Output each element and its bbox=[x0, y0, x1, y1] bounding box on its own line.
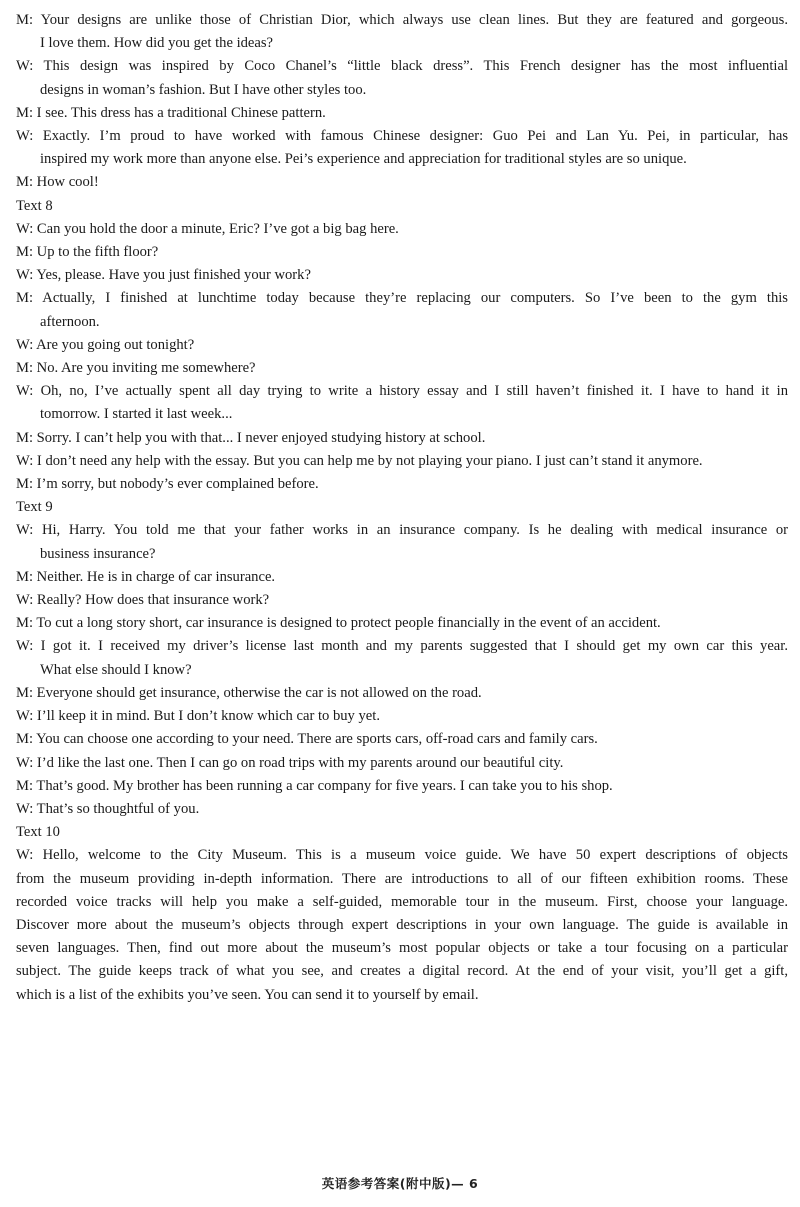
dialogue-line: from the museum providing in-depth information. There are introductions to all of our fifteen exhibition rooms. These bbox=[16, 870, 788, 887]
dialogue-line: Discover more about the museum’s objects through expert descriptions in your own language. The guide is available in bbox=[16, 916, 788, 933]
dialogue-line: M: Your designs are unlike those of Christian Dior, which always use clean lines. But they are featured and gorgeous. bbox=[16, 12, 788, 28]
dialogue-line: W: I don’t need any help with the essay. But you can help me by not playing your piano. I just can’t stand it anymore. bbox=[16, 452, 703, 469]
dialogue-line: W: Hello, welcome to the City Museum. This is a museum voice guide. We have 50 expert descriptions of objects bbox=[16, 847, 788, 864]
document-body bbox=[16, 9, 788, 1007]
dialogue-line: M: To cut a long story short, car insurance is designed to protect people financially in the event of an accident. bbox=[16, 615, 661, 632]
dialogue-line: M: You can choose one according to your need. There are sports cars, off-road cars and family cars. bbox=[16, 731, 598, 748]
page-footer: 英语参考答案(附中版)— 6 bbox=[321, 1176, 479, 1191]
dialogue-line: W: Really? How does that insurance work? bbox=[16, 592, 270, 609]
dialogue-line: W: That’s so thoughtful of you. bbox=[16, 800, 200, 817]
dialogue-line: subject. The guide keeps track of what you see, and creates a digital record. At the end of your visit, you’ll get a gift, bbox=[16, 963, 788, 980]
dialogue-line: W: Are you going out tonight? bbox=[16, 336, 195, 353]
dialogue-line: W: I got it. I received my driver’s license last month and my parents suggested that I should get my own car this year. bbox=[16, 638, 788, 655]
dialogue-line: W: I’ll keep it in mind. But I don’t know which car to buy yet. bbox=[16, 708, 380, 725]
dialogue-line: business insurance? bbox=[40, 545, 156, 562]
dialogue-line: M: Actually, I finished at lunchtime today because they’re replacing our computers. So I’ve been to the gym this bbox=[16, 290, 788, 307]
dialogue-line: M: I see. This dress has a traditional Chinese pattern. bbox=[16, 104, 326, 121]
dialogue-line: which is a list of the exhibits you’ve seen. You can send it to yourself by email. bbox=[16, 986, 479, 1003]
dialogue-line: What else should I know? bbox=[40, 661, 192, 678]
dialogue-line: I love them. How did you get the ideas? bbox=[40, 35, 274, 52]
dialogue-line: M: How cool! bbox=[16, 174, 99, 191]
section-heading: Text 9 bbox=[16, 499, 53, 516]
dialogue-line: M: Up to the fifth floor? bbox=[16, 244, 159, 261]
dialogue-line: designs in woman’s fashion. But I have other styles too. bbox=[40, 81, 367, 98]
dialogue-line: recorded voice tracks will help you make a self-guided, memorable tour in the museum. First, choose your language. bbox=[16, 893, 788, 910]
dialogue-line: W: I’d like the last one. Then I can go on road trips with my parents around our beautiful city. bbox=[16, 754, 564, 771]
dialogue-line: M: Everyone should get insurance, otherwise the car is not allowed on the road. bbox=[16, 684, 482, 701]
dialogue-line: W: This design was inspired by Coco Chanel’s “little black dress”. This French designer has the most influential bbox=[16, 58, 788, 75]
dialogue-line: W: Oh, no, I’ve actually spent all day trying to write a history essay and I still haven’t finished it. I have to hand it in bbox=[16, 383, 788, 400]
dialogue-line: seven languages. Then, find out more about the museum’s most popular objects or take a tour focusing on a particular bbox=[16, 940, 788, 957]
dialogue-line: W: Yes, please. Have you just finished your work? bbox=[16, 267, 311, 284]
dialogue-line: tomorrow. I started it last week... bbox=[40, 406, 233, 423]
dialogue-line: W: Exactly. I’m proud to have worked with famous Chinese designer: Guo Pei and Lan Yu. Pei, in particular, has bbox=[16, 128, 788, 145]
dialogue-line: W: Can you hold the door a minute, Eric? I’ve got a big bag here. bbox=[16, 220, 399, 237]
dialogue-line: M: That’s good. My brother has been running a car company for five years. I can take you to his shop. bbox=[16, 777, 613, 794]
dialogue-line: M: Sorry. I can’t help you with that... I never enjoyed studying history at school. bbox=[16, 429, 486, 446]
dialogue-line: inspired my work more than anyone else. Pei’s experience and appreciation for traditional styles are so unique. bbox=[40, 151, 687, 168]
dialogue-line: M: Neither. He is in charge of car insurance. bbox=[16, 568, 276, 585]
dialogue-line: M: No. Are you inviting me somewhere? bbox=[16, 360, 256, 377]
dialogue-line: M: I’m sorry, but nobody’s ever complained before. bbox=[16, 476, 319, 493]
dialogue-line: afternoon. bbox=[40, 313, 100, 330]
dialogue-line: W: Hi, Harry. You told me that your father works in an insurance company. Is he dealing with medical insurance or bbox=[16, 522, 788, 539]
section-heading: Text 8 bbox=[16, 197, 53, 214]
section-heading: Text 10 bbox=[16, 824, 60, 841]
